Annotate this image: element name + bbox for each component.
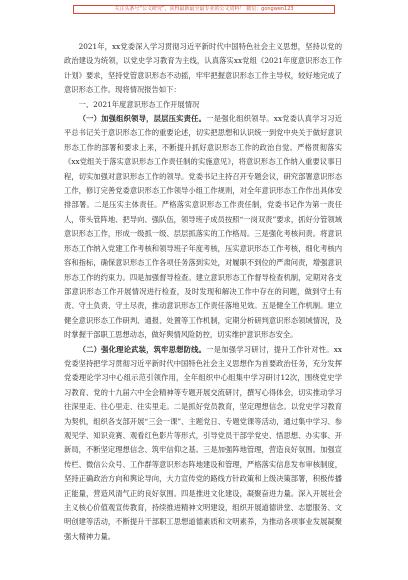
paragraph-2-heading: （二）强化理论武装，筑牢思想防线。: [78, 344, 207, 354]
paragraph-2: [64, 343, 342, 545]
section-heading: 一、2021年度意识形态工作开展情况: [78, 99, 200, 109]
paragraph-1: [64, 112, 342, 343]
paragraph-1-body: 一是强化组织领导。xx党委认真学习习近平总书记关于意识形态工作的重要论述，切实把思想和认识统一到党中央关于做好意识形态工作的部署和要求上来，不断提升抓好意识形态工作的政治自觉。严格贯彻落实《xx党组关于落实意识形态工作责任制的实施意见》，将意识形态工作纳入重要议事日程，切实加强对意识形态工作的领导。党委书记主持召开专题会议，研究部署意识形态工作，修订完善党委意识形态工作领导小组工作规则，对全年意识形态工作作出具体安排部署。二是压实主体责任。严格落实意识形态工作责任制，党委书记作为第一责任人，带头管阵地、把导向、强队伍，领导班子成员按照“一岗双责”要求，抓好分管领域意识形态工作，形成一级抓一级、层层抓落实的工作格局。三是强化考核问责。将意识形态工作纳入党建工作考核和领导班子年度考核，压实意识形态工作考核，细化考核内容和指标，确保意识形态工作各项任务落到实处，对履职不到位的严肃问责，增强意识形态工作的约束力。四是加强督导检查。建立意识形态工作督导检查机制，定期对各支部意识形态工作开展情况进行检查，及时发现和解决工作中存在的问题，做到守土有责、守土负责、守土尽责，推动意识形态工作责任落地见效。五是健全工作机制。建立健全意识形态工作研判、通报、处置等工作机制，定期分析研判意识形态领域情况，及时掌握干部职工思想动态，做好舆情风险防控，切实维护意识形态安全。: [64, 114, 343, 340]
document-body: [64, 40, 342, 544]
paragraph-2-body: 一是加强学习研讨，提升工作针对性。xx党委坚持把学习贯彻习近平新时代中国特色社会主义思想作为首要政治任务，充分发挥党委理论学习中心组示范引领作用，全年组织中心组集中学习研讨12次，围绕党史学习教育、党的十九届六中全会精神等专题开展交流研讨，撰写心得体会，切实推动学习往深里走、往心里走、往实里走。二是抓好党员教育，坚定理想信念。以党史学习教育为契机，组织各支部开展“三会一课”、主题党日、专题党课等活动，通过集中学习、参观见学、知识竞赛、观看红色影片等形式，引导党员干部学党史、悟思想、办实事、开新局，不断坚定理想信念、筑牢信仰之基。三是加强阵地管理，营造良好氛围。加强宣传栏、微信公众号、工作群等意识形态阵地建设和管理，严格落实信息发布审核制度，坚持正确政治方向和舆论导向，大力宣传党的路线方针政策和上级决策部署，积极传播正能量，营造风清气正的良好氛围。四是推进文化建设，凝聚奋进力量。深入开展社会主义核心价值观宣传教育，持续推进精神文明建设，组织开展道德讲堂、志愿服务、文明创建等活动，不断提升干部职工思想道德素质和文明素养，为推动各项事业发展凝聚强大精神力量。: [64, 344, 343, 541]
banner-text: 关注头条号“公文研究”，获得最新最全最专业的公文资料！ 微信：gongwen123: [114, 6, 294, 12]
header-banner: [73, 5, 335, 14]
paragraph-1-heading: （一）加强组织领导，层层压实责任。: [78, 114, 207, 124]
intro-paragraph: 2021年，xx党委深入学习贯彻习近平新时代中国特色社会主义思想，坚持以党的政治建设为统领，以党史学习教育为主线，认真落实xx党组《2021年度意识形态工作计划》要求，坚持党管意识形态不动摇，牢牢把握意识形态工作主导权，较好地完成了意识形态工作。现将情况报告如下：: [64, 42, 342, 95]
